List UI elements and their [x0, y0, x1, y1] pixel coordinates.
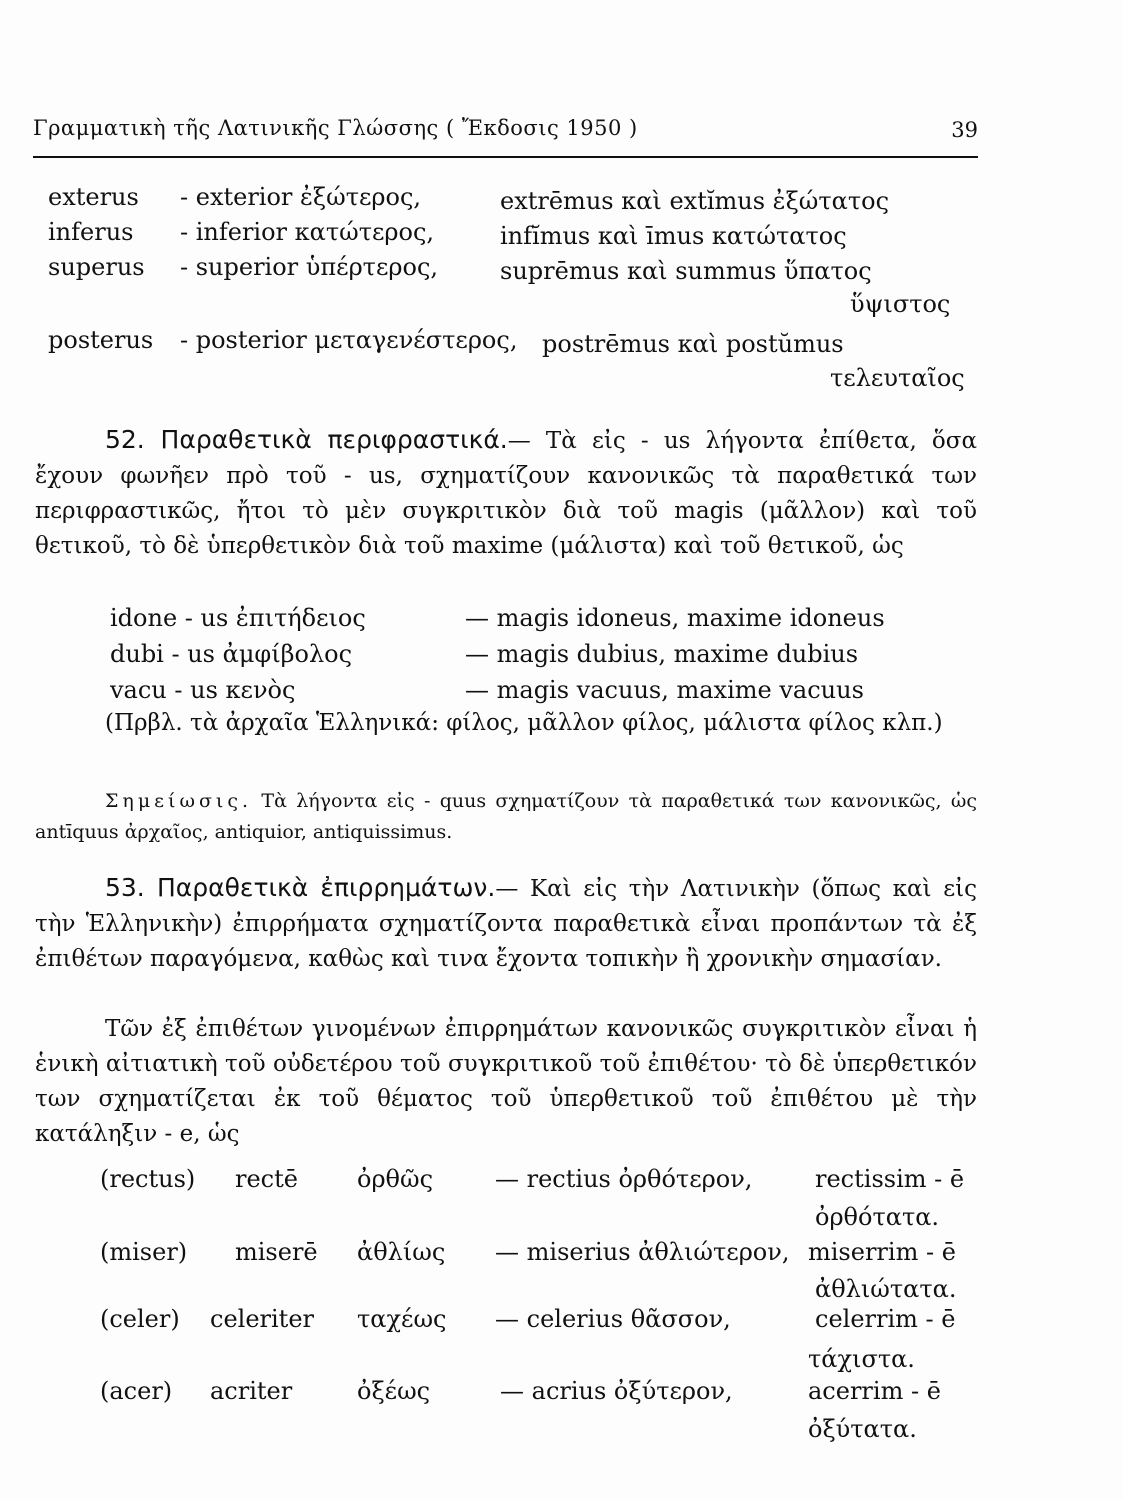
adverb-comparative: — acrius ὀξύτερον,	[500, 1377, 733, 1405]
remark-label: Σημείωσις.	[105, 790, 253, 812]
comparison-row	[48, 183, 139, 211]
adverb-greek: ἀθλίως	[357, 1238, 446, 1266]
comparison-row	[500, 222, 847, 250]
comparative-form: - exterior ἐξώτερος,	[180, 183, 422, 211]
superlative-form: postrēmus καὶ postŭmus	[542, 330, 844, 358]
positive-form: exterus	[48, 183, 139, 211]
adverb-superlative: miserrim - ē	[808, 1238, 956, 1266]
adverb-superlative-greek: ὀρθότατα.	[815, 1203, 940, 1231]
comparison-row	[180, 183, 421, 211]
example-forms: — magis vacuus, maxime vacuus	[465, 676, 864, 704]
header-title: Γραμματικὴ τῆς Λατινικῆς Γλώσσης ( Ἔκδοσις 1950 )	[33, 116, 638, 140]
adverb-comparative: — miserius ἀθλιώτερον,	[495, 1238, 790, 1266]
superlative-form: ὕψιστος	[850, 290, 951, 318]
superlative-form: τελευταῖος	[830, 364, 965, 392]
adverb-greek: ὀξέως	[357, 1377, 431, 1405]
adverb-comparative: — celerius θᾶσσον,	[495, 1305, 731, 1333]
comparison-row	[850, 290, 950, 318]
section-52-paragraph	[35, 422, 977, 564]
superlative-form: infĭmus καὶ īmus κατώτατος	[500, 222, 847, 250]
comparative-form: - superior ὑπέρτερος,	[180, 253, 439, 281]
adverb-form: celeriter	[210, 1305, 314, 1333]
section-53-paragraph	[35, 870, 977, 977]
positive-form: posterus	[48, 326, 154, 354]
section-52-text: — Τὰ εἰς - us λήγοντα ἐπίθετα, ὅσα ἔχουν φωνῆεν πρὸ τοῦ - us, σχηματίζουν κανονικῶς τὰ παραθετικά των περιφραστικῶς, ἤτοι τὸ μὲν συγκριτικὸν διὰ τοῦ magis (μᾶλλον) καὶ τοῦ θετικοῦ, τὸ δὲ ὑπερθετικὸν διὰ τοῦ maxime (μάλιστα) καὶ τοῦ θετικοῦ, ὡς	[35, 428, 978, 559]
adverb-form: rectē	[235, 1165, 298, 1193]
adverb-form: miserē	[235, 1238, 318, 1266]
comparison-row	[542, 330, 844, 358]
adverb-greek: ταχέως	[357, 1305, 447, 1333]
adverb-adjective: (miser)	[100, 1238, 188, 1266]
comparison-row	[48, 326, 153, 354]
adverb-superlative: celerrim - ē	[815, 1305, 956, 1333]
adverb-superlative: rectissim - ē	[815, 1165, 965, 1193]
comparison-row	[180, 218, 434, 246]
running-header	[33, 116, 978, 158]
page-number: 39	[951, 118, 978, 142]
superlative-form: extrēmus καὶ extĭmus ἐξώτατος	[500, 187, 890, 215]
adverb-superlative: acerrim - ē	[808, 1377, 941, 1405]
section-53-heading: 53. Παραθετικὰ ἐπιρρημάτων.	[105, 873, 496, 902]
adverb-comparative: — rectius ὀρθότερον,	[495, 1165, 753, 1193]
superlative-form: suprēmus καὶ summus ὕπατος	[500, 257, 872, 285]
comparison-row	[48, 253, 145, 281]
adverb-superlative-greek: ἀθλιώτατα.	[815, 1275, 957, 1303]
section-53-text: — Καὶ εἰς τὴν Λατινικὴν (ὅπως καὶ εἰς τὴν Ἑλληνικὴν) ἐπιρρήματα σχηματίζοντα παραθετικὰ εἶναι προπάντων τὰ ἐξ ἐπιθέτων παραγόμενα, καθὼς καὶ τινα ἔχοντα τοπικὴν ἢ χρονικὴν σημασίαν.	[35, 876, 978, 972]
example-forms: — magis dubius, maxime dubius	[465, 640, 859, 668]
adverb-form: acriter	[210, 1377, 293, 1405]
section-53-paragraph-2: Τῶν ἐξ ἐπιθέτων γινομένων ἐπιρρημάτων κανονικῶς συγκριτικὸν εἶναι ἡ ἑνικὴ αἰτιατικὴ τοῦ οὐδετέρου τοῦ συγκριτικοῦ τοῦ ἐπιθέτου· τὸ δὲ ὑπερθετικόν των σχηματίζεται ἐκ τοῦ θέματος τοῦ ὑπερθετικοῦ τοῦ ἐπιθέτου μὲ τὴν κατάληξιν - e, ὡς	[35, 1016, 977, 1147]
adverb-adjective: (rectus)	[100, 1165, 196, 1193]
comparative-form: - posterior μεταγενέστερος,	[180, 326, 518, 354]
section-52-heading: 52. Παραθετικὰ περιφραστικά.	[105, 425, 508, 454]
remark-text: Τὰ λήγοντα εἰς - quus σχηματίζουν τὰ παραθετικά των κανονικῶς, ὡς antīquus ἀρχαῖος, antiquior, antiquissimus.	[35, 790, 977, 843]
positive-form: inferus	[48, 218, 134, 246]
comparative-form: - inferior κατώτερος,	[180, 218, 435, 246]
example-word: idone - us ἐπιτήδειος	[110, 604, 366, 632]
adverb-adjective: (acer)	[100, 1377, 173, 1405]
comparison-row	[500, 257, 872, 285]
adverb-superlative-greek: ὀξύτατα.	[808, 1415, 917, 1443]
adverb-adjective: (celer)	[100, 1305, 180, 1333]
remark-note	[35, 786, 977, 848]
adverb-superlative-greek: τάχιστα.	[808, 1345, 915, 1373]
comparison-row	[500, 187, 889, 215]
example-forms: — magis idoneus, maxime idoneus	[465, 604, 885, 632]
comparison-row	[48, 218, 133, 246]
comparison-row	[180, 326, 517, 354]
comparison-row	[180, 253, 438, 281]
compare-note: (Πρβλ. τὰ ἀρχαῖα Ἑλληνικά: φίλος, μᾶλλον φίλος, μάλιστα φίλος κλπ.)	[105, 710, 943, 736]
comparison-row	[830, 364, 965, 392]
example-word: vacu - us κενὸς	[110, 676, 296, 704]
positive-form: superus	[48, 253, 145, 281]
example-word: dubi - us ἀμφίβολος	[110, 640, 353, 668]
adverb-greek: ὀρθῶς	[357, 1165, 434, 1193]
